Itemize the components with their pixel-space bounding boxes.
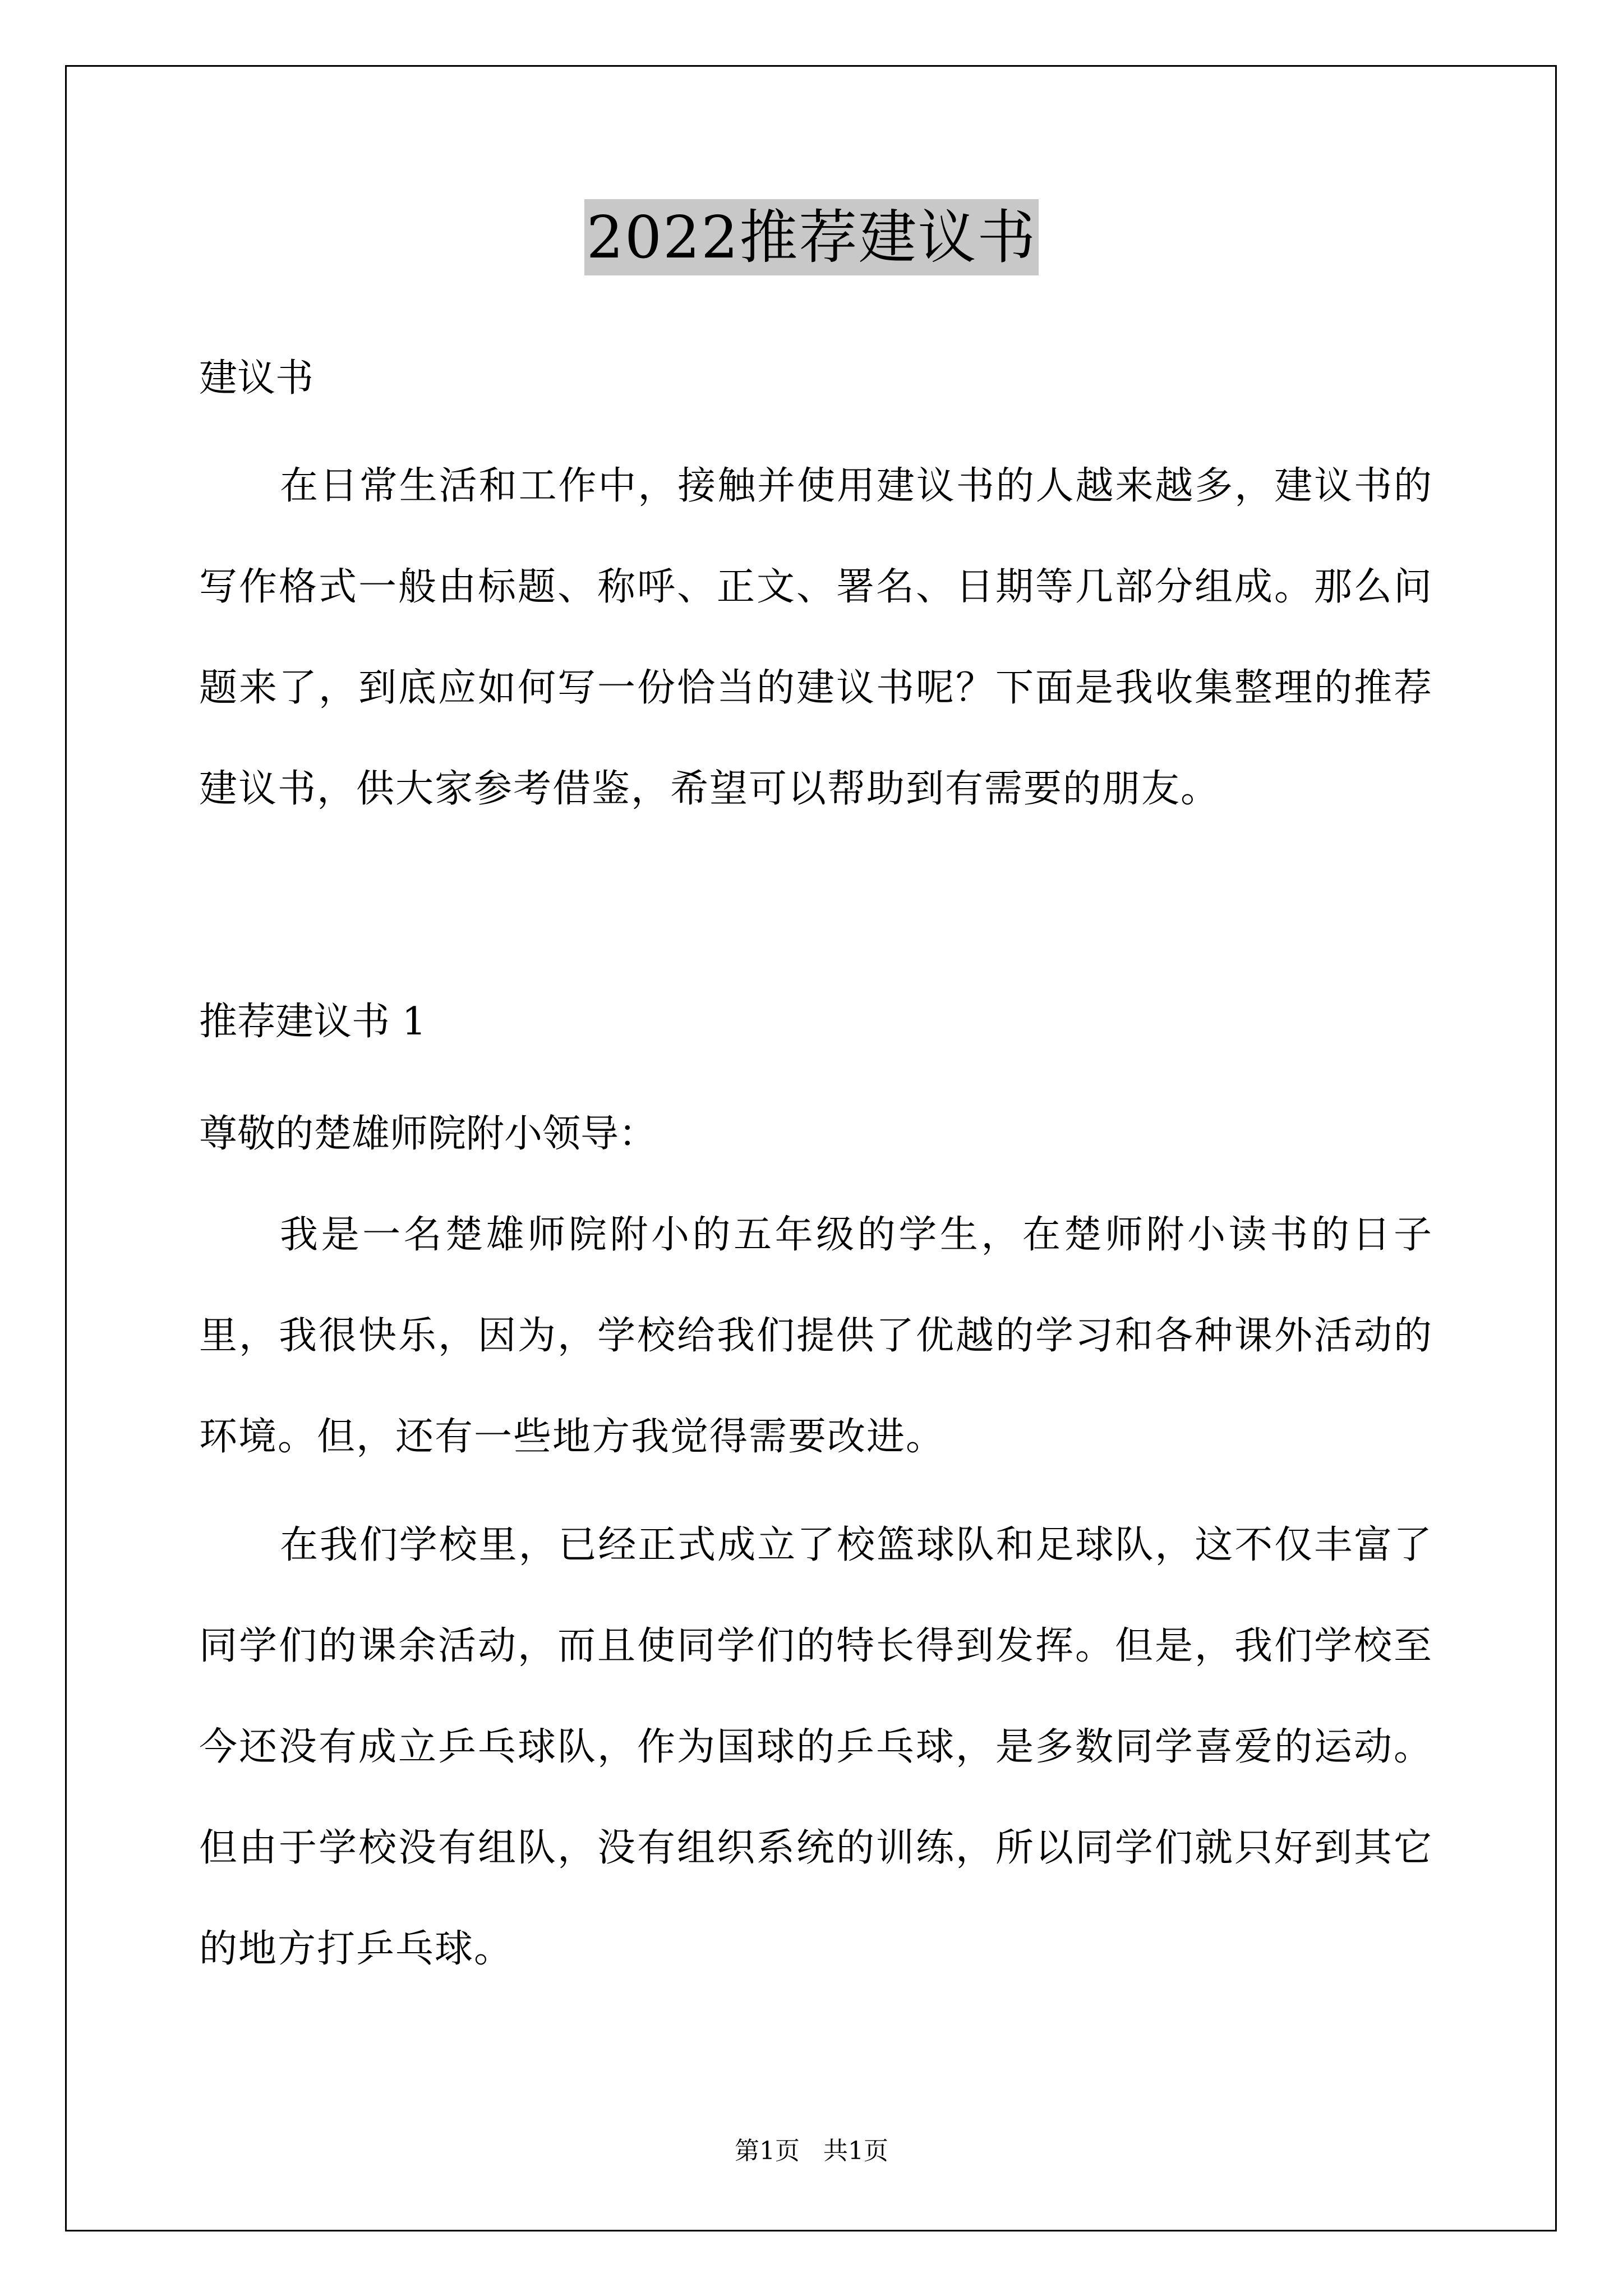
salutation: 尊敬的楚雄师院附小领导：: [199, 1112, 657, 1156]
document-title: 2022推荐建议书: [584, 199, 1039, 275]
heading: 建议书: [199, 356, 314, 401]
body-paragraph-2: 在我们学校里，已经正式成立了校篮球队和足球队，这不仅丰富了同学们的课余活动，而且使同学们的特长得到发挥。但是，我们学校至今还没有成立乒乓球队，作为国球的乒乓球，是多数同学喜爱的运动。但由于学校没有组队，没有组织系统的训练，所以同学们就只好到其它的地方打乒乓球。: [199, 1523, 1433, 1971]
page-number-footer: 第1页 共1页: [735, 2137, 888, 2165]
section-title: 推荐建议书 1: [199, 1000, 426, 1044]
intro-paragraph: 在日常生活和工作中，接触并使用建议书的人越来越多，建议书的写作格式一般由标题、称呼、正文、署名、日期等几部分组成。那么问题来了，到底应如何写一份恰当的建议书呢？下面是我收集整理的推荐建议书，供大家参考借鉴，希望可以帮助到有需要的朋友。: [199, 464, 1433, 811]
body-paragraph-1: 我是一名楚雄师院附小的五年级的学生，在楚师附小读书的日子里，我很快乐，因为，学校给我们提供了优越的学习和各种课外活动的环境。但，还有一些地方我觉得需要改进。: [199, 1213, 1433, 1459]
title-container: [0, 199, 1623, 275]
